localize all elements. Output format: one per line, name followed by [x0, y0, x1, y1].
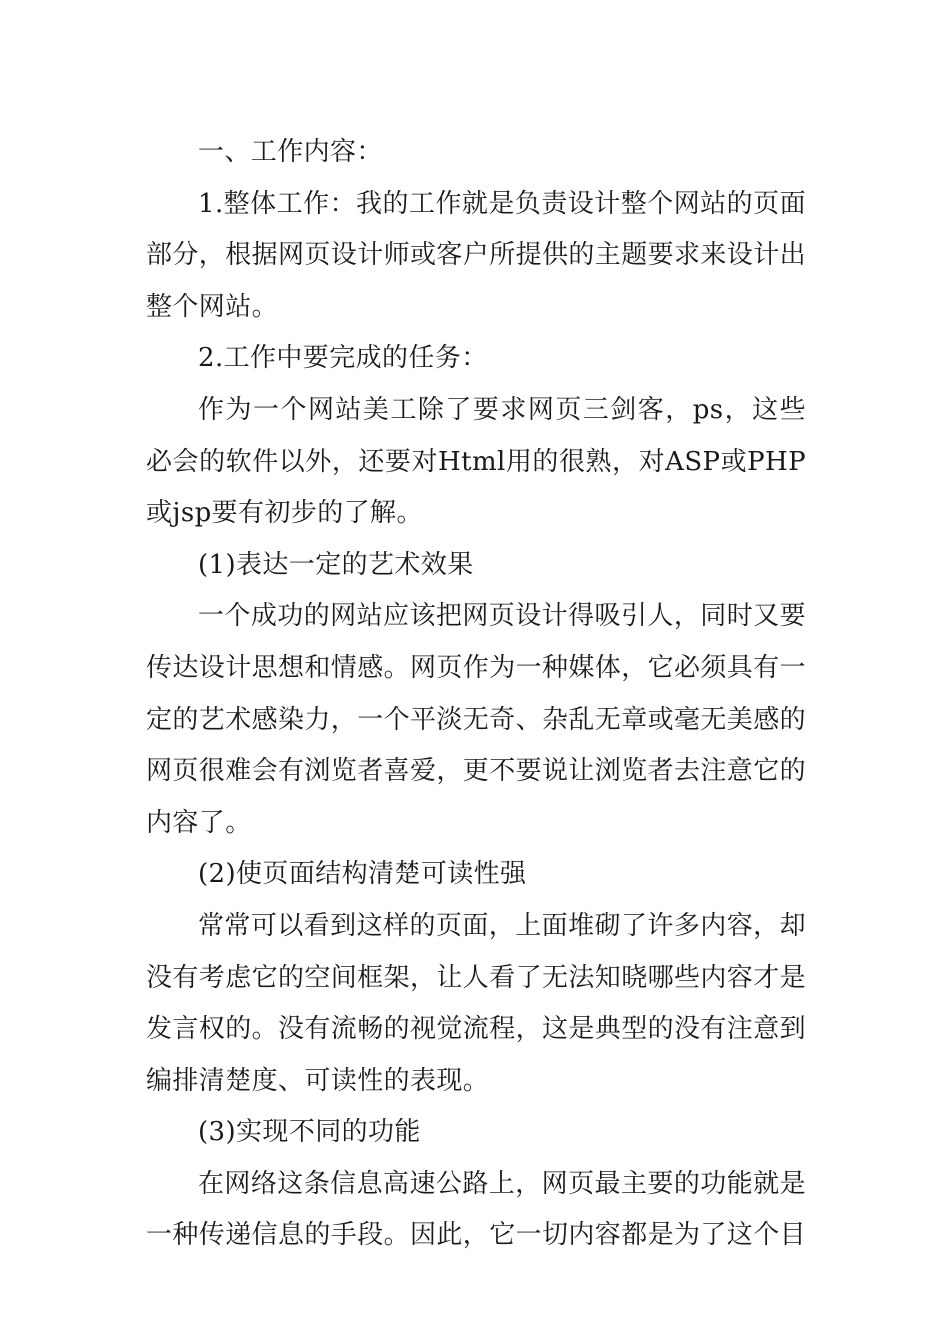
paragraph-artistic-effect: 一个成功的网站应该把网页设计得吸引人，同时又要传达设计思想和情感。网页作为一种媒体，它必须具有一定的艺术感染力，一个平淡无奇、杂乱无章或毫无美感的网页很难会有浏览者喜爱，更不要说让浏览者去注意它的内容了。: [146, 601, 807, 838]
paragraph-overall-work: 1.整体工作：我的工作就是负责设计整个网站的页面部分，根据网页设计师或客户所提供的主题要求来设计出整个网站。: [146, 188, 807, 322]
paragraph-different-functions: 在网络这条信息高速公路上，网页最主要的功能就是一种传递信息的手段。因此，它一切内容都是为了这个目: [146, 1168, 807, 1251]
subheading-artistic-effect: (1)表达一定的艺术效果: [198, 549, 474, 580]
subheading-tasks: 2.工作中要完成的任务：: [198, 343, 488, 374]
section-heading-work-content: 一、工作内容：: [198, 137, 383, 167]
subheading-different-functions: (3)实现不同的功能: [198, 1117, 421, 1148]
paragraph-required-skills: 作为一个网站美工除了要求网页三剑客，ps，这些必会的软件以外，还要对Html用的很熟，对ASP或PHP或jsp要有初步的了解。: [146, 394, 806, 529]
subheading-clear-structure: (2)使页面结构清楚可读性强: [198, 859, 527, 890]
document-body: [146, 127, 806, 1262]
paragraph-clear-structure: 常常可以看到这样的页面，上面堆砌了许多内容，却没有考虑它的空间框架，让人看了无法知晓哪些内容才是发言权的。没有流畅的视觉流程，这是典型的没有注意到编排清楚度、可读性的表现。: [146, 910, 807, 1096]
